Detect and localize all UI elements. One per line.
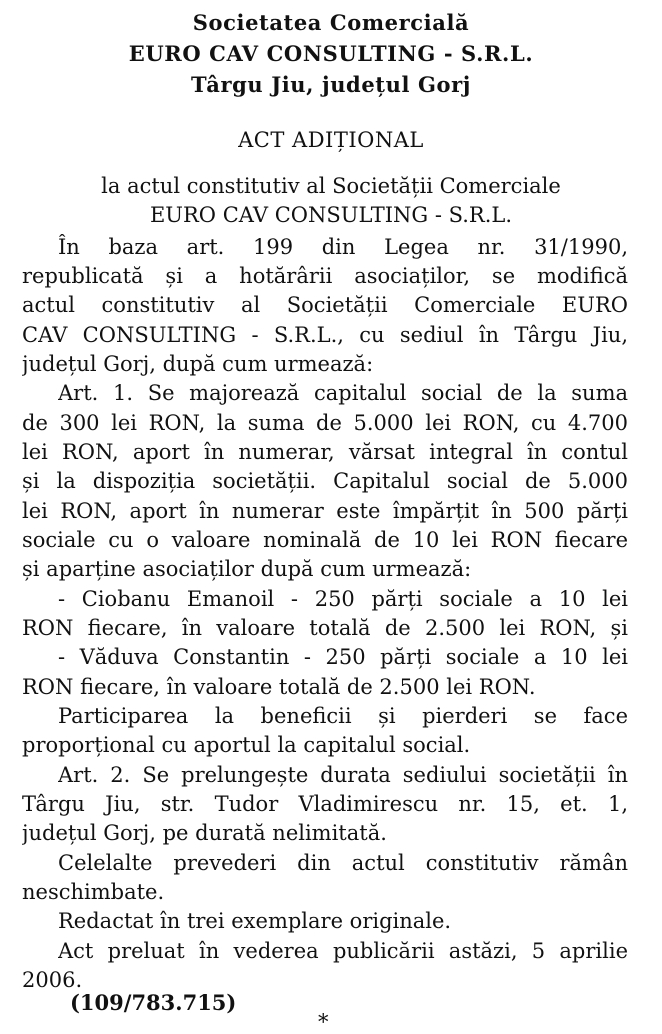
body-line: - Văduva Constantin - 250 părți sociale a 10 lei bbox=[58, 645, 628, 669]
body-line: lei RON, aport în numerar este împărțit în 500 părți bbox=[22, 499, 628, 523]
body-line: Celelalte prevederi din actul constitutiv rămân bbox=[58, 851, 628, 875]
body-line: județul Gorj, pe durată nelimitată. bbox=[22, 821, 387, 845]
subtitle-line-2: EURO CAV CONSULTING - S.R.L. bbox=[149, 203, 513, 227]
publication-reference: (109/783.715) bbox=[70, 990, 237, 1015]
body-line: RON fiecare, în valoare totală de 2.500 lei RON, și bbox=[22, 616, 628, 640]
document-title: ACT ADIȚIONAL bbox=[238, 128, 424, 152]
body-line: actul constitutiv al Societății Comerciale EURO bbox=[22, 293, 628, 317]
body-line: Act preluat în vederea publicării astăzi, 5 aprilie bbox=[58, 939, 628, 963]
body-line: republicată și a hotărârii asociaților, se modifică bbox=[22, 264, 628, 288]
company-legal-name: EURO CAV CONSULTING - S.R.L. bbox=[128, 41, 534, 66]
company-name: Societatea Comercială bbox=[192, 10, 470, 35]
separator-asterisk: * bbox=[318, 1010, 329, 1034]
body-line: 2006. bbox=[22, 968, 83, 992]
body-line: de 300 lei RON, la suma de 5.000 lei RON, cu 4.700 bbox=[22, 411, 628, 435]
company-location: Târgu Jiu, județul Gorj bbox=[191, 72, 471, 97]
body-line: Participarea la beneficii și pierderi se face bbox=[58, 704, 628, 728]
body-line: neschimbate. bbox=[22, 880, 165, 904]
subtitle-line-1: la actul constitutiv al Societății Comerciale bbox=[101, 174, 561, 198]
body-line: - Ciobanu Emanoil - 250 părți sociale a 10 lei bbox=[58, 587, 628, 611]
body-line: Redactat în trei exemplare originale. bbox=[58, 909, 452, 933]
body-line: și aparține asociaților după cum urmează: bbox=[22, 557, 472, 581]
body-line: Art. 2. Se prelungește durata sediului societății în bbox=[58, 763, 628, 787]
body-line: proporțional cu aportul la capitalul social. bbox=[22, 733, 471, 757]
body-line: RON fiecare, în valoare totală de 2.500 lei RON. bbox=[22, 675, 536, 699]
body-line: CAV CONSULTING - S.R.L., cu sediul în Târgu Jiu, bbox=[22, 323, 628, 347]
body-line: În baza art. 199 din Legea nr. 31/1990, bbox=[58, 235, 628, 259]
body-line: și la dispoziția societății. Capitalul social de 5.000 bbox=[22, 469, 628, 493]
body-line: județul Gorj, după cum urmează: bbox=[22, 352, 374, 376]
body-line: Art. 1. Se majorează capitalul social de la suma bbox=[58, 381, 628, 405]
body-line: sociale cu o valoare nominală de 10 lei RON fiecare bbox=[22, 528, 628, 552]
body-line: lei RON, aport în numerar, vărsat integral în contul bbox=[22, 440, 628, 464]
body-line: Târgu Jiu, str. Tudor Vladimirescu nr. 15, et. 1, bbox=[22, 792, 628, 816]
